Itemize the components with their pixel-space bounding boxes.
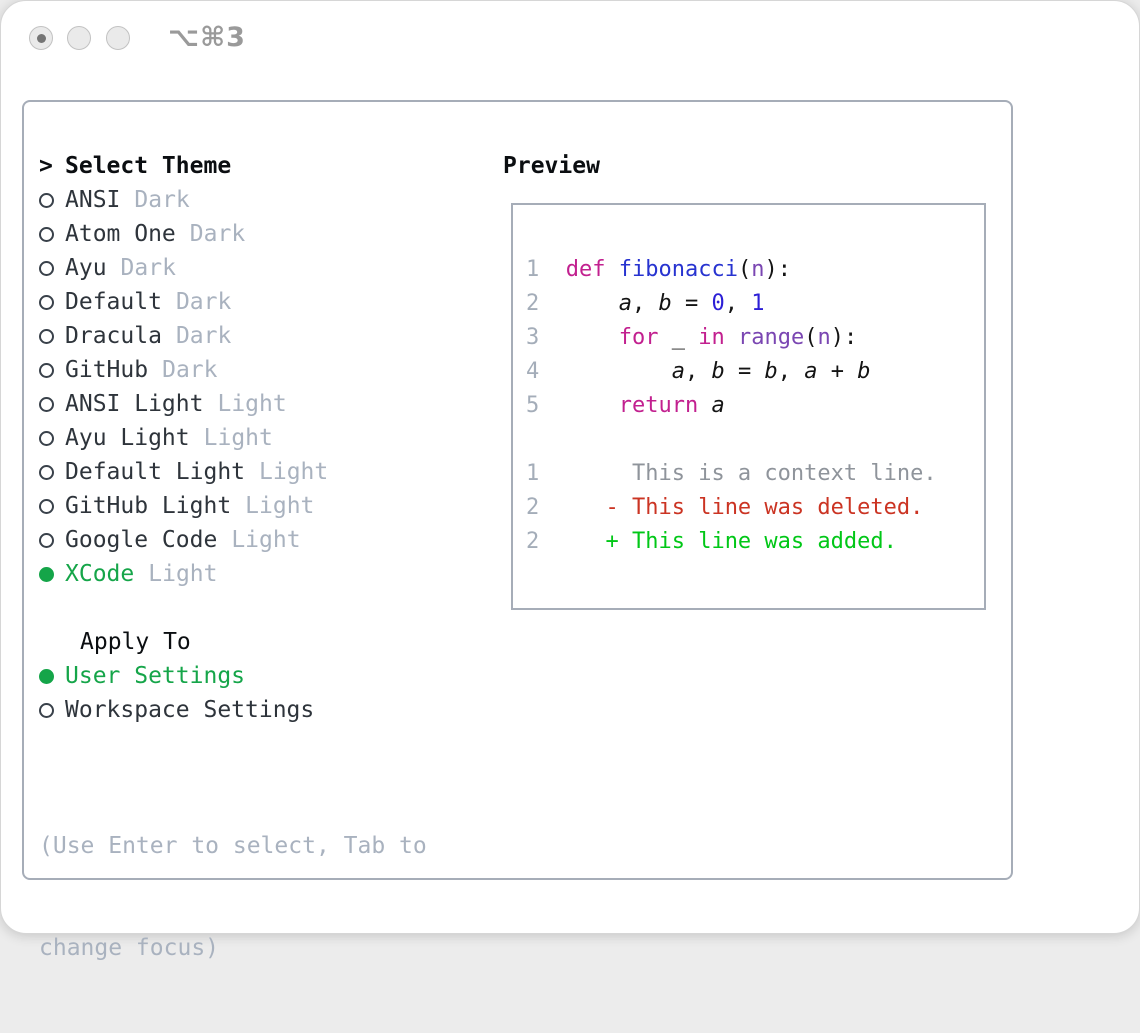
spacer: [39, 727, 427, 761]
traffic-light-close-button[interactable]: [29, 26, 53, 50]
theme-variant-label: Dark: [120, 255, 176, 281]
radio-icon: [39, 329, 54, 344]
code-line: 2 a, b = 0, 1: [526, 291, 765, 316]
diff-line-deleted: [526, 491, 984, 525]
theme-list-column: [39, 149, 427, 1033]
window-title: ⌥⌘3: [168, 22, 246, 53]
theme-option-label: Google Code: [65, 527, 218, 553]
radio-icon: [39, 431, 54, 446]
preview-box: [511, 203, 986, 610]
theme-option-label: GitHub: [65, 357, 149, 383]
line-number: 2: [526, 291, 566, 316]
apply-option-label: User Settings: [65, 663, 246, 689]
line-number: 3: [526, 325, 566, 350]
radio-icon: [39, 261, 54, 276]
radio-selected-icon: [39, 669, 54, 684]
radio-icon: [39, 295, 54, 310]
traffic-light-zoom-button[interactable]: [106, 26, 130, 50]
radio-icon: [39, 397, 54, 412]
theme-option-label: ANSI: [65, 187, 121, 213]
hint-line-2: change focus): [39, 935, 220, 961]
line-number: 2: [526, 529, 566, 554]
code-line: 4 a, b = b, a + b: [526, 359, 871, 384]
theme-variant-label: Light: [231, 527, 301, 553]
theme-option-github[interactable]: [39, 353, 427, 387]
hint-line-1: (Use Enter to select, Tab to: [39, 833, 427, 859]
traffic-light-minimize-button[interactable]: [67, 26, 91, 50]
theme-option-label: Atom One: [65, 221, 176, 247]
theme-option-label: Dracula: [65, 323, 162, 349]
theme-option-xcode[interactable]: [39, 557, 427, 591]
preview-header-label: Preview: [503, 153, 600, 179]
select-theme-header: [39, 149, 427, 183]
line-number: 1: [526, 461, 566, 486]
code-line: 1 def fibonacci(n):: [526, 257, 791, 282]
theme-option-label: Default Light: [65, 459, 246, 485]
theme-variant-label: Light: [245, 493, 315, 519]
theme-option-label: ANSI Light: [65, 391, 204, 417]
theme-option-ayu-light[interactable]: [39, 421, 427, 455]
theme-option-label: Ayu Light: [65, 425, 190, 451]
theme-variant-label: Dark: [134, 187, 190, 213]
close-dot-icon: [37, 34, 46, 43]
theme-option-label: XCode: [65, 561, 135, 587]
theme-variant-label: Light: [217, 391, 287, 417]
diff-line-added: [526, 525, 984, 559]
apply-to-option-list: [39, 659, 427, 727]
radio-icon: [39, 363, 54, 378]
radio-icon: [39, 193, 54, 208]
radio-selected-icon: [39, 567, 54, 582]
apply-option-workspace-settings[interactable]: [39, 693, 427, 727]
theme-option-ayu[interactable]: [39, 251, 427, 285]
radio-icon: [39, 227, 54, 242]
diff-text: This is a context line.: [565, 461, 937, 486]
diff-text: + This line was added.: [565, 529, 897, 554]
theme-variant-label: Dark: [189, 221, 246, 247]
theme-picker-panel: [22, 100, 1013, 961]
radio-icon: [39, 499, 54, 514]
radio-icon: [39, 703, 54, 718]
theme-option-github-light[interactable]: [39, 489, 427, 523]
spacer: [39, 591, 427, 625]
theme-option-list: [39, 183, 427, 591]
theme-option-ansi-light[interactable]: [39, 387, 427, 421]
preview-header: [503, 149, 600, 183]
titlebar: [1, 1, 1139, 79]
diff-text: - This line was deleted.: [565, 495, 924, 520]
apply-to-header-label: Apply To: [80, 629, 191, 655]
line-number: 1: [526, 257, 566, 282]
theme-option-label: Ayu: [65, 255, 107, 281]
radio-icon: [39, 465, 54, 480]
theme-variant-label: Light: [203, 425, 273, 451]
radio-icon: [39, 533, 54, 548]
apply-to-header: [39, 625, 427, 659]
hint-text: [39, 761, 427, 1033]
theme-variant-label: Light: [148, 561, 218, 587]
code-line: 3 for _ in range(n):: [526, 325, 858, 350]
theme-option-atom-one[interactable]: [39, 217, 427, 251]
theme-option-default-light[interactable]: [39, 455, 427, 489]
line-number: 4: [526, 359, 566, 384]
theme-option-default[interactable]: [39, 285, 427, 319]
code-preview: [513, 205, 984, 559]
blank-line: [526, 423, 984, 457]
theme-option-ansi[interactable]: [39, 183, 427, 217]
apply-option-user-settings[interactable]: [39, 659, 427, 693]
line-number: 2: [526, 495, 566, 520]
theme-variant-label: Dark: [175, 323, 232, 349]
select-theme-header-label: Select Theme: [65, 153, 232, 179]
line-number: 5: [526, 393, 566, 418]
theme-variant-label: Dark: [175, 289, 232, 315]
theme-option-google-code[interactable]: [39, 523, 427, 557]
focus-caret-icon: >: [39, 153, 53, 179]
apply-option-label: Workspace Settings: [65, 697, 315, 723]
theme-option-label: GitHub Light: [65, 493, 232, 519]
code-line: 5 return a: [526, 393, 725, 418]
theme-variant-label: Light: [259, 459, 329, 485]
theme-option-label: Default: [65, 289, 162, 315]
theme-variant-label: Dark: [162, 357, 218, 383]
theme-option-dracula[interactable]: [39, 319, 427, 353]
diff-line-context: [526, 457, 984, 491]
